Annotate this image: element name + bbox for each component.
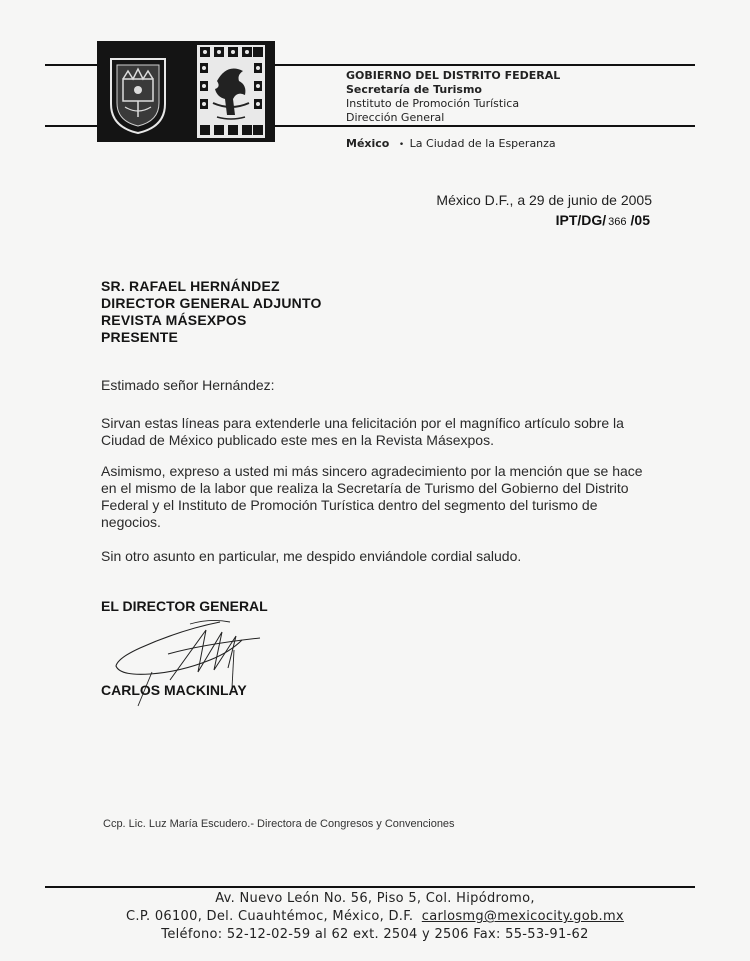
department-name: Dirección General [346, 111, 445, 124]
org-name: GOBIERNO DEL DISTRITO FEDERAL [346, 69, 561, 82]
paragraph-1: Sirvan estas líneas para extenderle una felicitación por el magnífico artículo sobre la Ciudad de México publicado este mes en la Revista Másexpos. [101, 415, 624, 448]
paragraph-2: Asimismo, expreso a usted mi más sincero agradecimiento por la mención que se hace en el mismo de la labor que realiza la Secretaría de Turismo del Gobierno del Distrito Federal y el Instituto de Promoción Turística dentro del segmento del turismo de negocios. [101, 463, 643, 530]
gdf-logo [97, 41, 275, 142]
footer-address-line1: Av. Nuevo León No. 56, Piso 5, Col. Hipódromo, [215, 891, 535, 906]
motto [346, 137, 556, 150]
reference-number-value: 366 [608, 216, 627, 228]
eagle-seal-icon [187, 41, 275, 142]
reference-number [556, 212, 650, 228]
paragraph-3: Sin otro asunto en particular, me despido enviándole cordial saludo. [101, 548, 522, 564]
reference-suffix: /05 [630, 212, 650, 228]
recipient-presente: PRESENTE [101, 329, 179, 345]
secretariat-name: Secretaría de Turismo [346, 83, 482, 96]
motto-city: México [346, 137, 390, 150]
reference-prefix: IPT/DG/ [555, 212, 607, 228]
carbon-copy: Ccp. Lic. Luz María Escudero.- Directora de Congresos y Convenciones [103, 818, 455, 830]
recipient-organization: REVISTA MÁSEXPOS [101, 312, 247, 328]
bullet-icon: • [398, 140, 405, 150]
footer-address-line2 [0, 909, 750, 924]
date-line: México D.F., a 29 de junio de 2005 [436, 192, 652, 208]
footer-email-link[interactable]: carlosmg@mexicocity.gob.mx [421, 909, 624, 924]
motto-text: La Ciudad de la Esperanza [409, 137, 556, 150]
coat-of-arms-icon [103, 49, 173, 135]
footer-postal: C.P. 06100, Del. Cuauhtémoc, México, D.F. [126, 909, 414, 924]
signature-title: EL DIRECTOR GENERAL [101, 598, 268, 614]
recipient-title: DIRECTOR GENERAL ADJUNTO [101, 295, 322, 311]
footer-phone: Teléfono: 52-12-02-59 al 62 ext. 2504 y 2506 Fax: 55-53-91-62 [161, 927, 589, 942]
recipient-name: SR. RAFAEL HERNÁNDEZ [101, 278, 280, 294]
signatory-name: CARLOS MACKINLAY [101, 682, 247, 698]
greeting: Estimado señor Hernández: [101, 377, 275, 393]
footer-rule [45, 886, 695, 888]
institute-name: Instituto de Promoción Turística [346, 97, 520, 110]
